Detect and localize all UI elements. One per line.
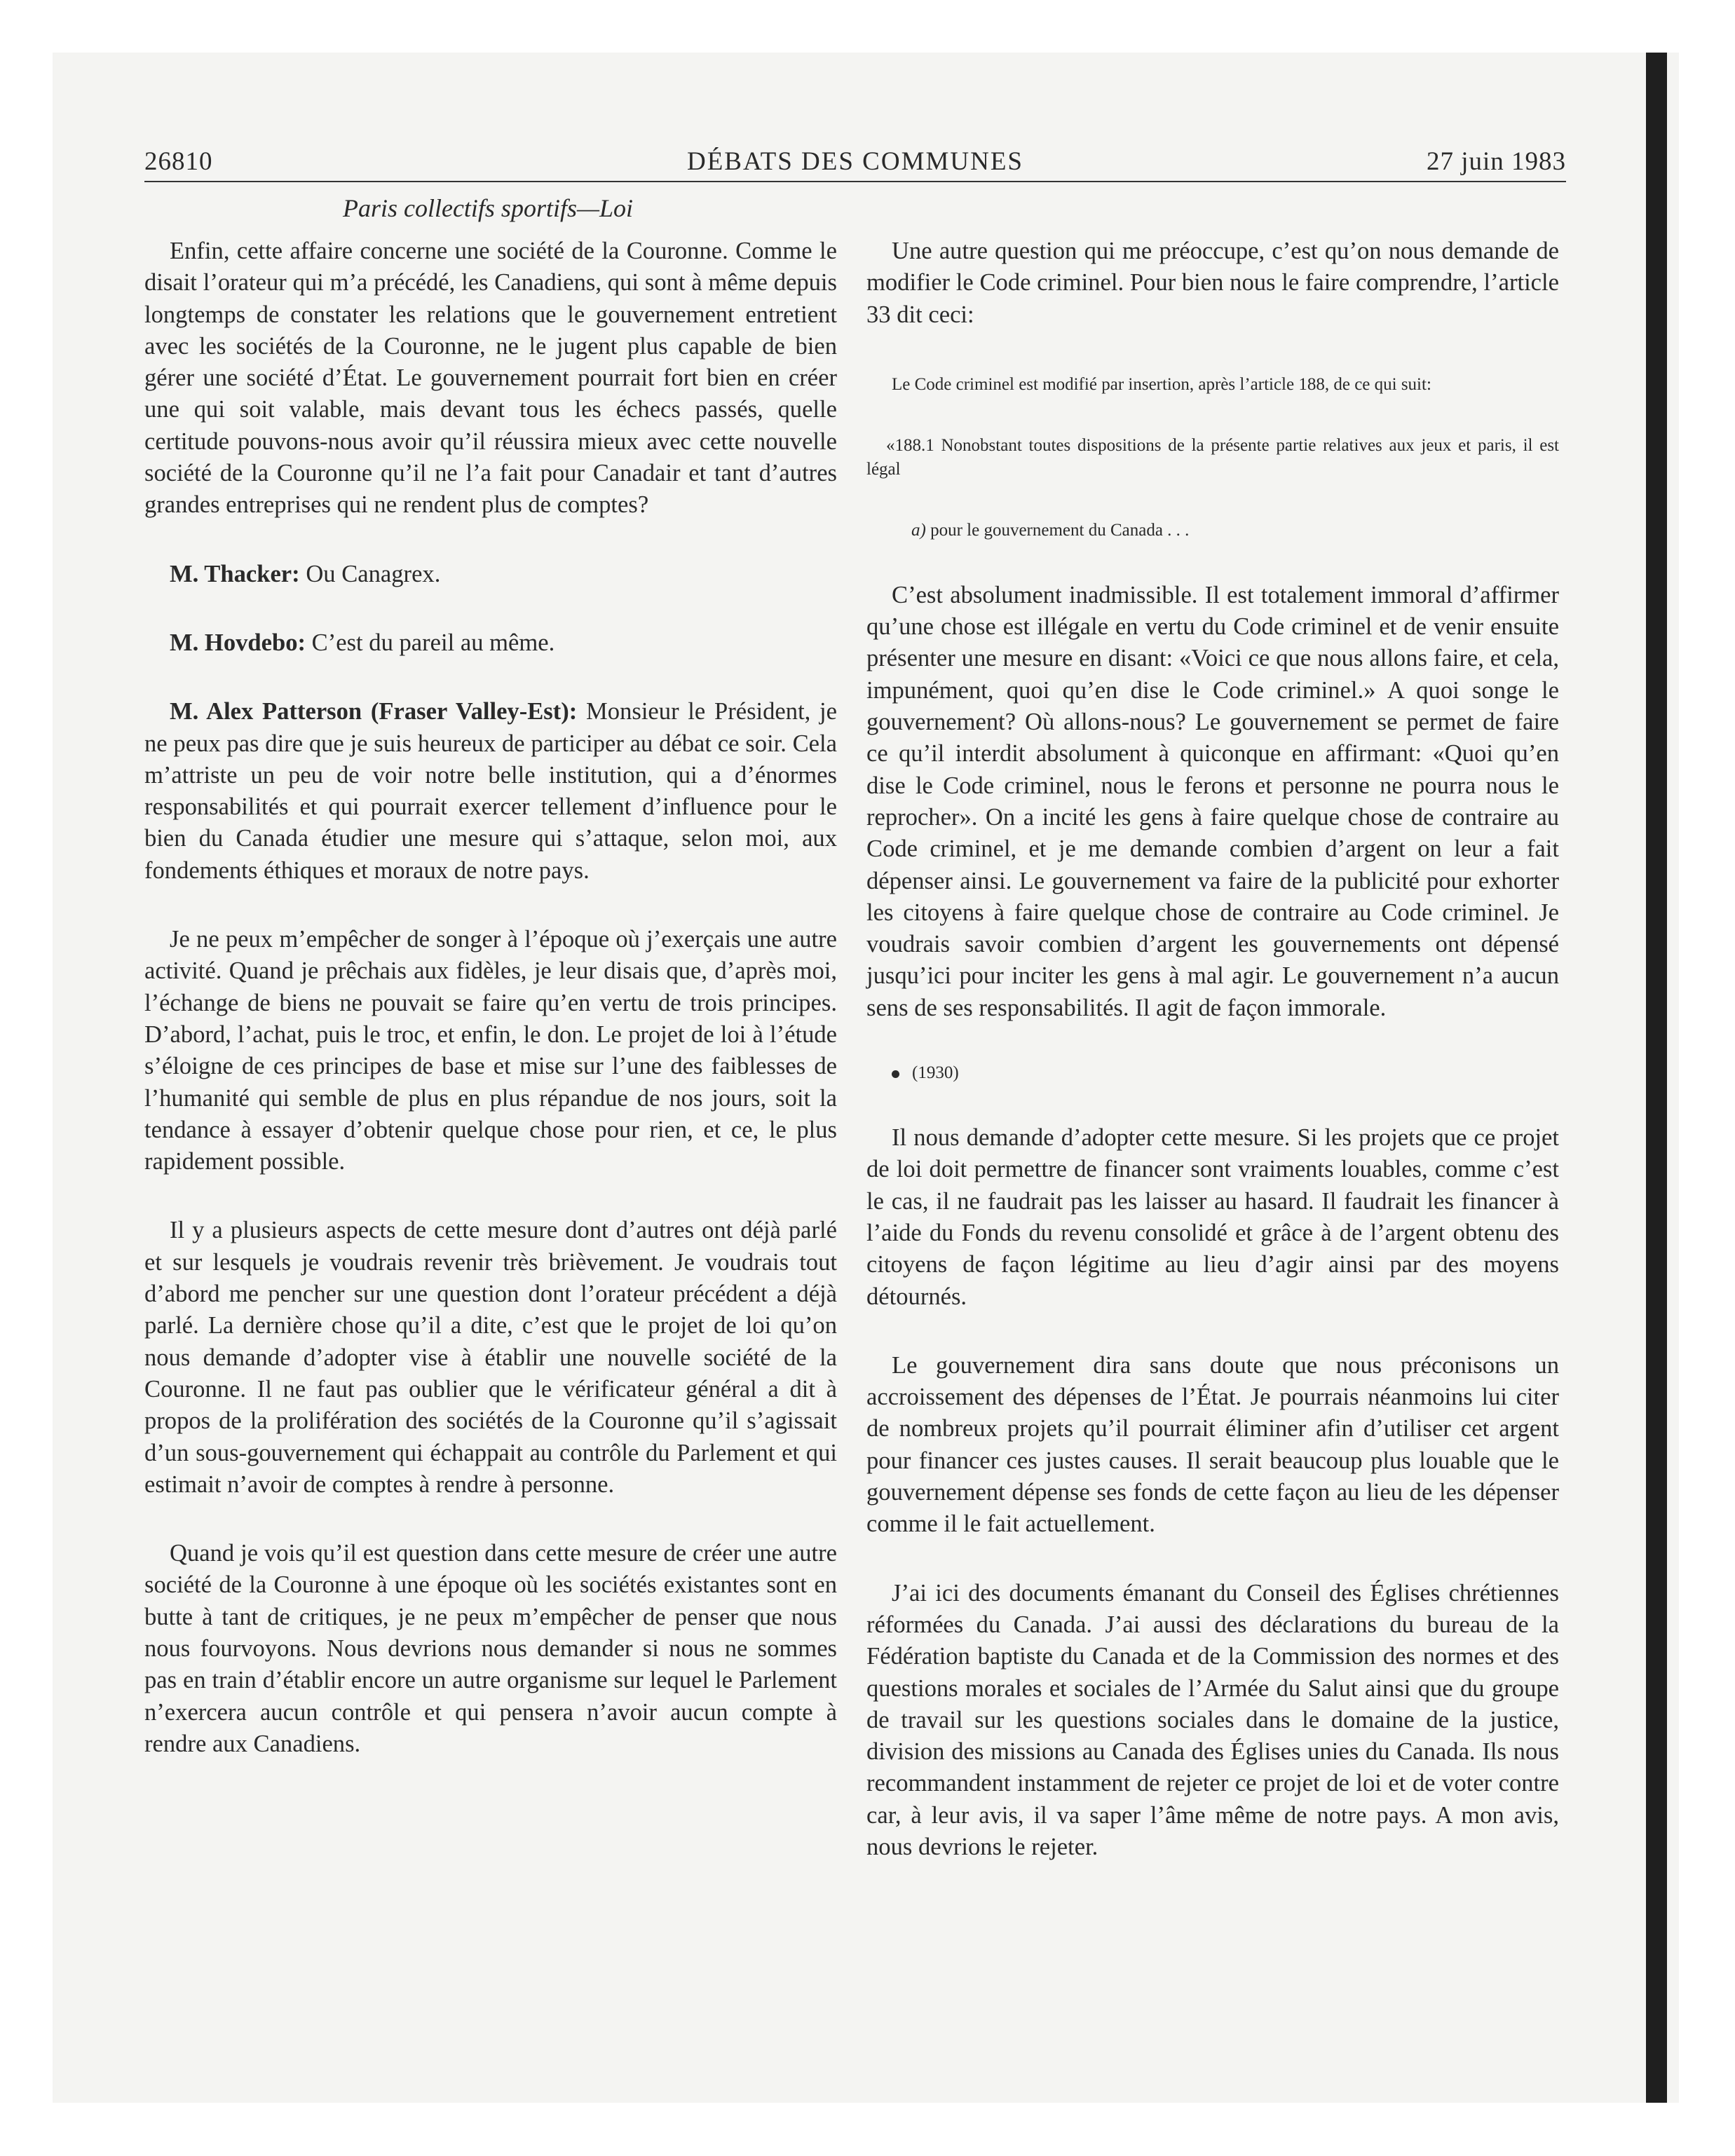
bullet-dot-icon <box>892 1070 899 1078</box>
paragraph-thacker <box>144 559 837 590</box>
paragraph-gouvernement: Le gouvernement dira sans doute que nous préconisons un accroissement des dépenses de l’État. Je pourrais néanmoins lui citer de nombreux projets qu’il pourrait éliminer afin d’utiliser cet argent pour financer ces justes causes. Il serait beaucoup plus louable que le gouvernement dépense ses fonds de cette façon au lieu de les dépenser comme il le fait actuellement. <box>866 1351 1559 1538</box>
paragraph-code-criminel: Une autre question qui me préoccupe, c’est qu’on nous demande de modifier le Code criminel. Pour bien nous le faire comprendre, l’article 33 dit ceci: <box>866 238 1559 328</box>
speech-text: Ou Canagrex. <box>299 560 441 587</box>
right-column <box>866 236 1559 1863</box>
quote-amendment: Le Code criminel est modifié par insertion, après l’article 188, de ce qui suit: <box>892 374 1431 394</box>
quote-section-188: «188.1 Nonobstant toutes dispositions de la présente partie relatives aux jeux et paris, il est légal <box>866 435 1559 479</box>
paragraph-epoque: Je ne peux m’empêcher de songer à l’époque où j’exerçais une autre activité. Quand je prêchais aux fidèles, je leur disais que, d’après moi, l’échange de biens ne pouvait se faire qu’en vertu de trois principes. D’abord, l’achat, puis le troc, et enfin, le don. Le projet de loi à l’étude s’éloigne de ces principes de base et mise sur l’une des faiblesses de l’humanité qui semble de plus en plus répandue de nos jours, soit la tendance à essayer d’obtenir quelque chose pour rien, et ce, le plus rapidement possible. <box>144 926 837 1175</box>
clause-text: pour le gouvernement du Canada . . . <box>925 520 1190 540</box>
time-marker <box>866 1061 1559 1085</box>
speaker-name: M. Alex Patterson (Fraser Valley-Est): <box>170 698 578 725</box>
speech-text: Monsieur le Président, je ne peux pas dire que je suis heureux de participer au débat ce soir. Cela m’attriste un peu de voir notre belle institution, qui a d’énormes responsabilités et qui pourrait exercer tellement d’influence pour le bien du Canada étudier une mesure qui s’attaque, selon moi, aux fondements éthiques et moraux de notre pays. <box>144 698 838 884</box>
page-header <box>144 142 1566 182</box>
clause-letter: a) <box>911 520 926 540</box>
paragraph-crown-corporation: Enfin, cette affaire concerne une société de la Couronne. Comme le disait l’orateur qui m’a précédé, les Canadiens, qui sont à même depuis longtemps de constater les relations que le gouvernement entretient avec les sociétés de la Couronne, ne le jugent plus capable de bien gérer une société d’État. Le gouvernement pourrait fort bien en créer une qui soit valable, mais devant tous les échecs passés, quelle certitude pouvons-nous avoir qu’il réussira mieux avec cette nouvelle société de la Couronne qu’il ne l’a fait pour Canadair et tant d’autres grandes entreprises qui ne rendent plus de comptes? <box>144 238 837 519</box>
paragraph-adopter: Il nous demande d’adopter cette mesure. Si les projets que ce projet de loi doit permettre de financer sont vraiments louables, comme c’est le cas, il ne faudrait pas les laisser au hasard. Il faudrait les financer à l’aide du Fonds du revenu consolidé et grâce à de l’argent obtenu des citoyens de façon légitime au lieu d’agir ainsi par des moyens détournés. <box>866 1124 1559 1310</box>
paragraph-aspects: Il y a plusieurs aspects de cette mesure dont d’autres ont déjà parlé et sur lesquels je voudrais revenir très brièvement. Je voudrais tout d’abord me pencher sur une question dont l’orateur précédent a déjà parlé. La dernière chose qu’il a dite, c’est que le projet de loi qu’on nous demande d’adopter vise à établir une nouvelle société de la Couronne. Il ne faut pas oublier que le vérificateur général a dit à propos de la prolifération des sociétés de la Couronne qu’il s’agissait d’un sous-gouvernement qui échappait au contrôle du Parlement et qui estimait n’avoir de comptes à rendre à personne. <box>144 1217 837 1498</box>
speaker-name: M. Thacker: <box>170 560 300 587</box>
left-column <box>144 236 837 1760</box>
publication-date: 27 juin 1983 <box>1426 147 1566 176</box>
speaker-name: M. Hovdebo: <box>170 629 306 656</box>
section-subheading: Paris collectifs sportifs—Loi <box>342 194 634 222</box>
speech-text: C’est du pareil au même. <box>306 629 555 656</box>
scan-edge-shadow <box>1646 53 1667 2103</box>
paragraph-documents: J’ai ici des documents émanant du Conseil des Églises chrétiennes réformées du Canada. J’ai aussi des déclarations du bureau de la Fédération baptiste du Canada et de la Commission des normes et des questions morales et sociales de l’Armée du Salut ainsi que du groupe de travail sur les questions sociales dans le domaine de la justice, division des missions au Canada des Églises unies du Canada. Ils nous recommandent instamment de rejeter ce projet de loi et de voter contre car, à leur avis, il va saper l’âme même de notre pays. A mon avis, nous devrions le rejeter. <box>866 1579 1559 1860</box>
quote-clause-a <box>866 519 1559 543</box>
paragraph-inadmissible: C’est absolument inadmissible. Il est totalement immoral d’affirmer qu’une chose est illégale en vertu du Code criminel et de venir ensuite présenter une mesure en disant: «Voici ce que nous allons faire, et cela, impunément, quoi qu’en dise le Code criminel.» A quoi songe le gouvernement? Où allons-nous? Le gouvernement se permet de faire ce qu’il interdit absolument à quiconque en affirmant: «Quoi qu’en dise le Code criminel, nous le ferons et personne ne pourra nous le reprocher». On a incité les gens à faire quelque chose de contraire au Code criminel, et je me demande combien d’argent on leur a fait dépenser ainsi. Le gouvernement va faire de la publicité pour exhorter les citoyens à faire quelque chose de contraire au Code criminel. Je voudrais savoir combien d’argent les gouvernements ont dépensé jusqu’ici pour inciter les gens à mal agir. Le gouvernement n’a aucun sens de ses responsabilités. Il agit de façon immorale. <box>866 581 1559 1021</box>
paragraph-quand: Quand je vois qu’il est question dans cette mesure de créer une autre société de la Couronne à une époque où les sociétés existantes sont en butte à tant de critiques, je ne peux m’empêcher de penser que nous nous fourvoyons. Nous devrions nous demander si nous ne sommes pas en train d’établir encore un autre organisme sur lequel le Parlement n’exercera aucun contrôle et qui pensera n’avoir aucun compte à rendre aux Canadiens. <box>144 1540 837 1757</box>
page-number: 26810 <box>144 147 213 176</box>
time-marker-text: (1930) <box>912 1063 959 1083</box>
publication-title: DÉBATS DES COMMUNES <box>686 147 1023 176</box>
paragraph-patterson <box>144 696 837 887</box>
paragraph-hovdebo <box>144 627 837 659</box>
